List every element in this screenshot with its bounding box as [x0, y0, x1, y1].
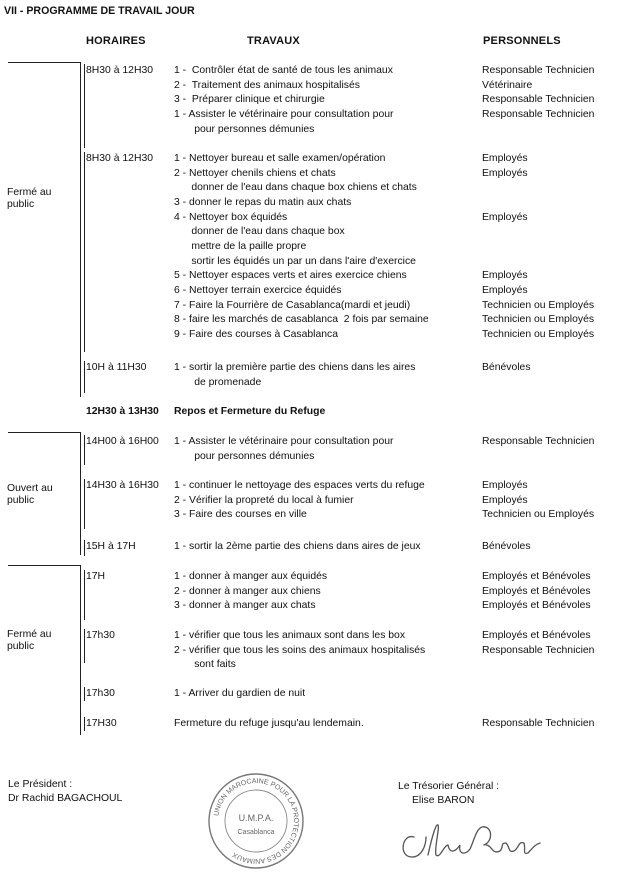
group-label-morning: Fermé au public [7, 187, 52, 210]
task-personnel: Employés [482, 168, 528, 179]
block-divider [84, 629, 85, 663]
task-text: 3 - donner le repas du matin aux chats [174, 197, 352, 208]
task-personnel: Employés et Bénévoles [482, 571, 591, 582]
task-text: 3 - Faire des courses en ville [174, 509, 307, 520]
task-text: Fermeture du refuge jusqu'au lendemain. [174, 718, 364, 729]
block-time: 8H30 à 12H30 [86, 153, 154, 164]
task-text: 2 - vérifier que tous les soins des animaux hospitalisés [174, 645, 426, 656]
group3-side-line [80, 565, 81, 735]
association-stamp [206, 771, 306, 871]
task-personnel: Employés [482, 212, 528, 223]
task-text: 3 - Préparer clinique et chirurgie [174, 94, 325, 105]
block-time: 17H [86, 571, 106, 582]
svg-text:U.M.P.A.: U.M.P.A. [238, 813, 274, 823]
group1-side-line [80, 62, 81, 397]
task-text: 1 - Arriver du gardien de nuit [174, 688, 306, 699]
block-divider [84, 64, 85, 148]
task-personnel: Technicien ou Employés [482, 314, 595, 325]
treasurer-name: Elise BARON [412, 795, 475, 806]
block-divider [84, 540, 85, 556]
task-personnel: Employés [482, 270, 528, 281]
task-personnel: Employés et Bénévoles [482, 600, 591, 611]
task-personnel: Responsable Technicien [482, 65, 595, 76]
task-text: 1 - continuer le nettoyage des espaces verts du refuge [174, 480, 425, 491]
treasurer-title: Le Trésorier Général : [398, 781, 500, 792]
task-text: 1 - Assister le vétérinaire pour consultation pour [174, 109, 394, 120]
task-personnel: Responsable Technicien [482, 109, 595, 120]
group2-top-line [8, 432, 80, 433]
task-personnel: Technicien ou Employés [482, 509, 595, 520]
block-divider [84, 479, 85, 529]
page-title: VII - PROGRAMME DE TRAVAIL JOUR [4, 5, 195, 17]
svg-text:UNION MAROCAINE POUR LA PROTEC: UNION MAROCAINE POUR LA PROTECTION DES ANIMAUX [213, 777, 300, 865]
block-time: 8H30 à 12H30 [86, 65, 154, 76]
task-personnel: Employés [482, 480, 528, 491]
block-time: 14H00 à 16H00 [86, 436, 159, 447]
block-divider [84, 717, 85, 731]
task-text: 1 - vérifier que tous les animaux sont dans les box [174, 630, 406, 641]
task-text: 3 - donner à manger aux chats [174, 600, 316, 611]
task-text: 1 - Assister le vétérinaire pour consultation pour [174, 436, 394, 447]
task-text: pour personnes démunies [174, 451, 315, 462]
group-label-evening: Fermé au public [7, 629, 52, 652]
task-text: donner de l'eau dans chaque box [174, 226, 345, 237]
task-personnel: Responsable Technicien [482, 94, 595, 105]
group3-top-line [8, 565, 80, 566]
header-horaires: HORAIRES [86, 35, 146, 47]
task-text: sont faits [174, 659, 236, 670]
block-divider [84, 152, 85, 352]
task-text: sortir les équidés un par un dans l'aire d'exercice [174, 256, 416, 267]
task-text: 8 - faire les marchés de casablanca 2 fois par semaine [174, 314, 429, 325]
task-personnel: Bénévoles [482, 541, 531, 552]
block-divider [84, 687, 85, 701]
group1-top-line [8, 62, 80, 63]
task-text: de promenade [174, 377, 262, 388]
task-personnel: Responsable Technicien [482, 645, 595, 656]
task-text: 9 - Faire des courses à Casablanca [174, 329, 339, 340]
task-personnel: Employés et Bénévoles [482, 630, 591, 641]
task-text: 2 - Vérifier la propreté du local à fumier [174, 495, 354, 506]
block-divider [84, 570, 85, 620]
task-text: mettre de la paille propre [174, 241, 307, 252]
task-text: 5 - Nettoyer espaces verts et aires exercice chiens [174, 270, 407, 281]
task-text: 2 - donner à manger aux chiens [174, 586, 321, 597]
task-text: 1 - Contrôler état de santé de tous les animaux [174, 65, 393, 76]
group2-side-line [80, 432, 81, 555]
task-text: 6 - Nettoyer terrain exercice équidés [174, 285, 342, 296]
task-text: 1 - sortir la première partie des chiens dans les aires [174, 362, 416, 373]
task-text: 4 - Nettoyer box équidés [174, 212, 288, 223]
task-text: donner de l'eau dans chaque box chiens et chats [174, 182, 417, 193]
header-travaux: TRAVAUX [247, 35, 300, 47]
block-time: 10H à 11H30 [86, 362, 147, 373]
block-time: 15H à 17H [86, 541, 136, 552]
task-personnel: Vétérinaire [482, 80, 533, 91]
task-personnel: Employés [482, 285, 528, 296]
task-personnel: Bénévoles [482, 362, 531, 373]
president-title: Le Président : [8, 779, 73, 790]
task-text: 1 - sortir la 2ème partie des chiens dans aires de jeux [174, 541, 421, 552]
task-personnel: Technicien ou Employés [482, 329, 595, 340]
group-label-afternoon: Ouvert au public [7, 483, 53, 506]
block-time: 14H30 à 16H30 [86, 480, 159, 491]
president-name: Dr Rachid BAGACHOUL [8, 793, 123, 804]
block-time: 17h30 [86, 688, 115, 699]
task-text: 1 - donner à manger aux équidés [174, 571, 328, 582]
block-divider [84, 361, 85, 393]
task-text: pour personnes démunies [174, 124, 315, 135]
task-text: 2 - Traitement des animaux hospitalisés [174, 80, 360, 91]
task-personnel: Technicien ou Employés [482, 300, 595, 311]
task-personnel: Employés [482, 153, 528, 164]
task-text: 7 - Faire la Fourrière de Casablanca(mardi et jeudi) [174, 300, 411, 311]
treasurer-signature [396, 815, 546, 865]
block-divider [84, 435, 85, 465]
svg-text:Casablanca: Casablanca [237, 829, 275, 836]
block-time: 17H30 [86, 718, 117, 729]
break-text: Repos et Fermeture du Refuge [174, 406, 326, 417]
task-personnel: Employés et Bénévoles [482, 586, 591, 597]
task-text: 2 - Nettoyer chenils chiens et chats [174, 168, 336, 179]
task-text: 1 - Nettoyer bureau et salle examen/opération [174, 153, 386, 164]
task-personnel: Responsable Technicien [482, 718, 595, 729]
task-personnel: Responsable Technicien [482, 436, 595, 447]
block-time: 17h30 [86, 630, 115, 641]
task-personnel: Employés [482, 495, 528, 506]
break-time: 12H30 à 13H30 [86, 406, 159, 417]
header-personnels: PERSONNELS [483, 35, 561, 47]
